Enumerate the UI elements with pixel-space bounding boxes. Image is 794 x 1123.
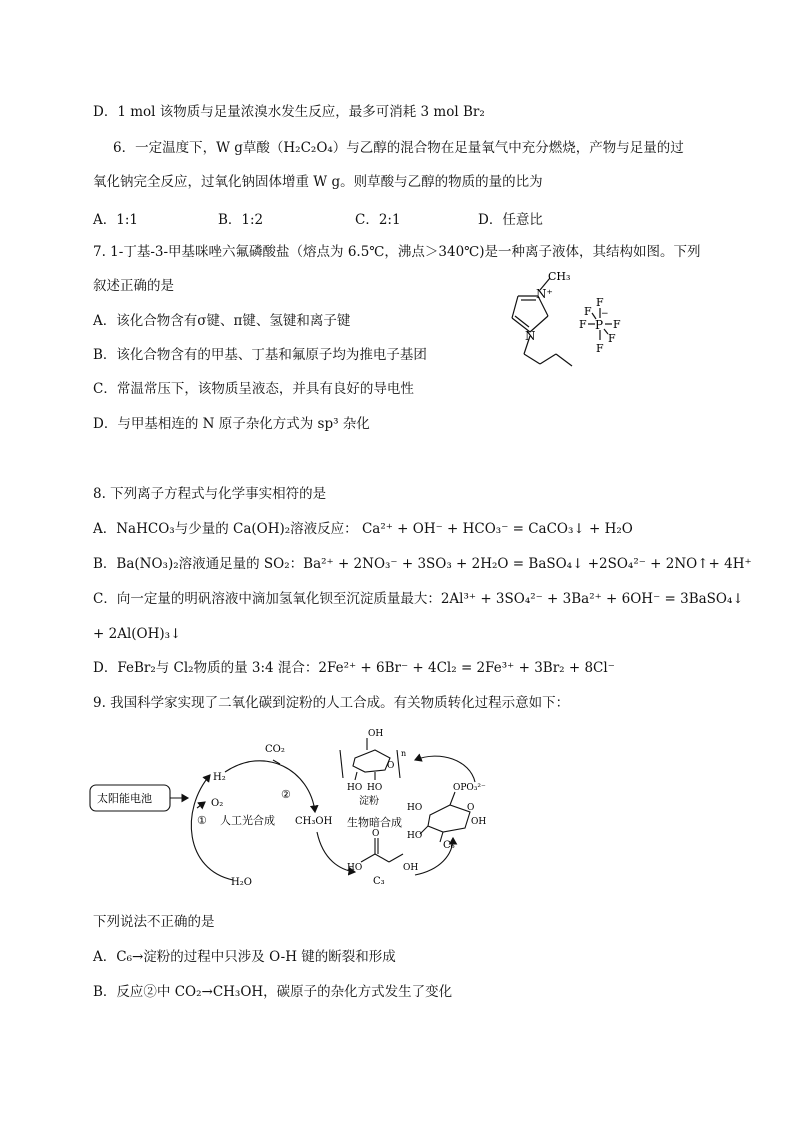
f-label-top: F [596,296,604,309]
o2-label: O₂ [211,798,224,809]
c3-ho-label: HO [347,863,363,873]
p-charge-label: − [601,309,609,319]
p-label: P [595,318,604,332]
c3-oh-label: OH [403,863,419,873]
c6-label: C₆ [443,840,455,851]
q6-option-d: D．任意比 [478,212,543,228]
q7-stem-line2: 叙述正确的是 [93,278,174,294]
ch3-label: CH₃ [548,270,571,283]
q8-option-a: A．NaHCO₃与少量的 Ca(OH)₂溶液反应： Ca²⁺ + OH⁻ + HCO₃⁻ = CaCO₃↓ + H₂O [93,521,633,537]
q9-question: 下列说法不正确的是 [93,914,215,930]
q7-option-a: A．该化合物含有σ键、π键、氢键和离子键 [93,313,351,329]
solar-cell-label: 太阳能电池 [97,792,152,805]
opo3-label: OPO₃²⁻ [453,783,486,793]
starch-oh-label: OH [368,729,384,739]
q7-option-d: D．与甲基相连的 N 原子杂化方式为 sp³ 杂化 [93,416,370,432]
q9-option-a: A．C₆→淀粉的过程中只涉及 O-H 键的断裂和形成 [93,949,396,965]
n-label: N [525,329,536,343]
c3-label: C₃ [373,876,385,887]
step1-label: ① [197,814,207,827]
starch-o-label: O [387,761,395,771]
f-label-lower-right: F [608,332,616,345]
f-label-bottom: F [596,342,604,355]
c6-o-label: O [467,803,475,813]
q7-stem-line1: 7. 1-丁基-3-甲基咪唑六氟磷酸盐（熔点为 6.5℃，沸点＞340℃)是一种离子液体，其结构如图。下列 [93,244,701,260]
h2o-label: H₂O [231,877,252,888]
q8-option-b: B．Ba(NO₃)₂溶液通足量的 SO₂：Ba²⁺ + 2NO₃⁻ + 3SO₃ + 2H₂O = BaSO₄↓ +2SO₄²⁻ + 2NO↑+ 4H⁺ [93,556,752,572]
artificial-photosynthesis-label: 人工光合成 [220,814,275,827]
co2-label: CO₂ [265,744,285,755]
step2-label: ② [281,788,291,801]
q6-option-c: C．2:1 [355,212,401,228]
c6-ho-label-1: HO [407,803,423,813]
starch-label: 淀粉 [359,796,379,807]
c6-ho-label-2: HO [407,831,423,841]
q6-option-b: B．1:2 [218,212,264,228]
c3-o-label: O [372,829,380,839]
n-plus-label: N⁺ [536,287,553,301]
f-label-left: F [579,318,587,331]
starch-ho-label: HO [347,783,363,793]
q6-stem-line1: 6．一定温度下，W g草酸（H₂C₂O₄）与乙醇的混合物在足量氧气中充分燃烧，产物与足量的过 [113,140,684,156]
q6-option-a: A．1:1 [93,212,138,228]
f-label-right: F [613,318,621,331]
q5-option-d: D．1 mol 该物质与足量浓溴水发生反应，最多可消耗 3 mol Br₂ [93,104,485,120]
q9-stem: 9. 我国科学家实现了二氧化碳到淀粉的人工合成。有关物质转化过程示意如下： [93,695,570,711]
q8-option-c-line2: + 2Al(OH)₃↓ [93,626,182,642]
starch-n-label: n [401,749,407,758]
q7-option-b: B．该化合物含有的甲基、丁基和氟原子均为推电子基团 [93,347,427,363]
bio-dark-synthesis-label: 生物暗合成 [347,816,402,829]
q6-stem-line2: 氧化钠完全反应，过氧化钠固体增重 W g。则草酸与乙醇的物质的量的比为 [93,174,543,190]
q7-option-c: C．常温常压下，该物质呈液态，并具有良好的导电性 [93,381,414,397]
ch3oh-label: CH₃OH [295,816,333,827]
f-label-upper-left: F [584,305,592,318]
ionic-liquid-structure [500,268,640,378]
starch-ho2-label: HO [367,783,383,793]
q8-stem: 8. 下列离子方程式与化学事实相符的是 [93,486,327,502]
q8-option-d: D．FeBr₂与 Cl₂物质的量 3:4 混合：2Fe²⁺ + 6Br⁻ + 4Cl₂ = 2Fe³⁺ + 3Br₂ + 8Cl⁻ [93,660,615,676]
q8-option-c-line1: C．向一定量的明矾溶液中滴加氢氧化钡至沉淀质量最大：2Al³⁺ + 3SO₄²⁻ + 3Ba²⁺ + 6OH⁻ = 3BaSO₄↓ [93,591,744,607]
h2-label: H₂ [213,772,226,783]
c6-oh-label: OH [471,817,487,827]
co2-to-starch-diagram [85,720,545,900]
q9-option-b: B．反应②中 CO₂→CH₃OH，碳原子的杂化方式发生了变化 [93,984,453,1000]
